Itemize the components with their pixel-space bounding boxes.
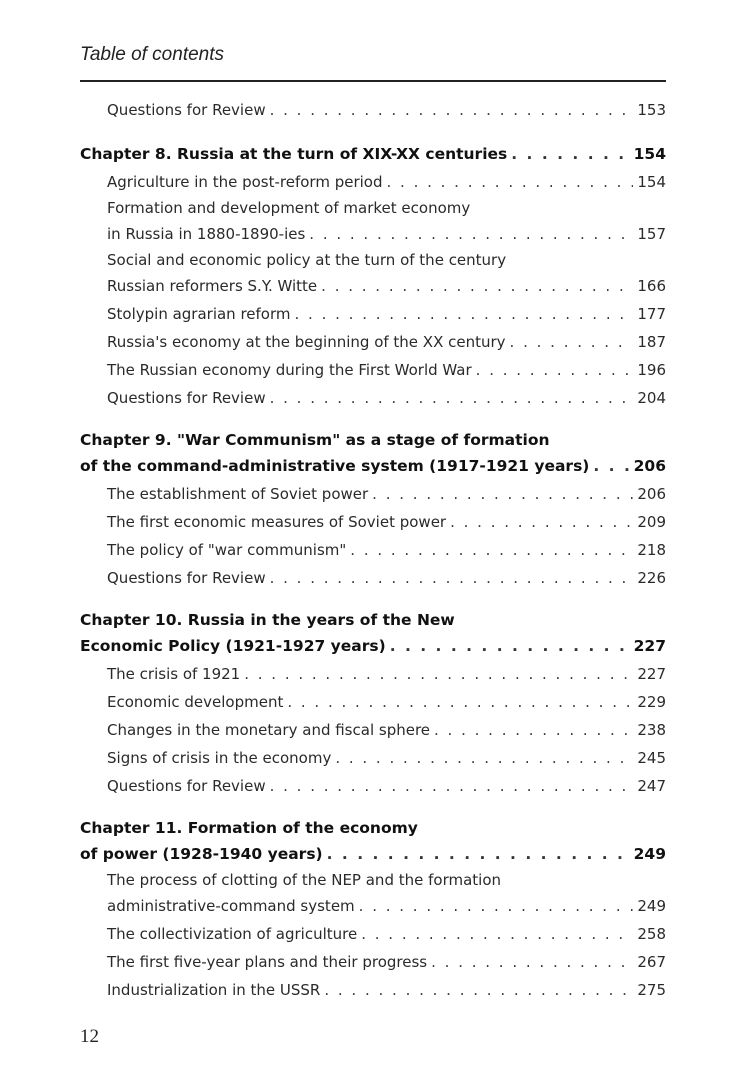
toc-entry-line	[80, 384, 666, 412]
toc-entry-line	[80, 508, 666, 536]
toc-entry-title: The Russian economy during the First World War	[107, 361, 472, 379]
toc-entry[interactable]	[80, 384, 666, 412]
toc-entry-page: 275	[637, 981, 666, 999]
toc-entry-page: 245	[637, 749, 666, 767]
page-number: 12	[80, 1026, 99, 1047]
toc-entry-line	[80, 536, 666, 564]
chapter-heading-page: 206	[633, 457, 666, 475]
toc-entry-line: The process of clotting of the NEP and the formation	[107, 871, 502, 889]
toc-entry-title: in Russia in 1880-1890-ies	[107, 225, 306, 243]
chapter-heading[interactable]	[80, 816, 666, 868]
toc-entry-page: 258	[637, 925, 666, 943]
chapter-block	[80, 140, 666, 412]
toc-entry[interactable]	[80, 168, 666, 196]
toc-entry-page: 226	[637, 569, 666, 587]
toc-entry-page: 187	[637, 333, 666, 351]
table-of-contents	[80, 96, 666, 1004]
chapter-heading[interactable]	[80, 608, 666, 660]
toc-entry[interactable]	[80, 948, 666, 976]
toc-entry-page: 177	[637, 305, 666, 323]
toc-entry[interactable]	[80, 688, 666, 716]
toc-entry-title: Questions for Review	[107, 569, 266, 587]
toc-entry-title: Industrialization in the USSR	[107, 981, 321, 999]
toc-entry[interactable]	[80, 920, 666, 948]
toc-entry-page: 267	[637, 953, 666, 971]
chapter-heading-title: of the command-administrative system (1917-1921 years)	[80, 457, 590, 475]
chapter-heading-title: Economic Policy (1921-1927 years)	[80, 637, 386, 655]
toc-entry-title: Questions for Review	[107, 777, 266, 795]
toc-entry-title: Questions for Review	[107, 101, 266, 119]
toc-entry-line	[80, 328, 666, 356]
chapter-heading-title: of power (1928-1940 years)	[80, 845, 323, 863]
toc-entry[interactable]	[80, 356, 666, 384]
chapter-heading-line: Chapter 9. "War Communism" as a stage of formation	[80, 431, 550, 449]
chapter-heading[interactable]	[80, 140, 666, 168]
toc-entry-line	[80, 772, 666, 800]
chapter-heading-page: 154	[633, 145, 666, 163]
dot-leader	[359, 892, 634, 920]
toc-entry-line	[80, 744, 666, 772]
toc-entry-line	[80, 356, 666, 384]
page-header-title: Table of contents	[80, 44, 225, 65]
toc-entry-line	[80, 948, 666, 976]
toc-entry[interactable]	[80, 660, 666, 688]
toc-entry[interactable]	[80, 716, 666, 744]
chapter-block	[80, 428, 666, 592]
chapter-heading-line: Chapter 11. Formation of the economy	[80, 819, 418, 837]
toc-entry-line	[80, 272, 666, 300]
dot-leader	[434, 716, 633, 744]
dot-leader	[270, 384, 634, 412]
toc-entry-line	[80, 716, 666, 744]
toc-entry-title: Economic development	[107, 693, 284, 711]
toc-entry-page: 154	[637, 173, 666, 191]
toc-entry-line	[80, 480, 666, 508]
toc-entry[interactable]	[80, 772, 666, 800]
toc-entry-title: The first five-year plans and their progress	[107, 953, 428, 971]
toc-entry-page: 153	[637, 101, 666, 119]
toc-entry-line	[80, 220, 666, 248]
toc-entry-title: The establishment of Soviet power	[107, 485, 369, 503]
toc-entry-line	[80, 168, 666, 196]
toc-entry[interactable]	[80, 96, 666, 124]
toc-entry-line	[80, 688, 666, 716]
toc-entry[interactable]	[80, 744, 666, 772]
chapter-heading-line	[80, 140, 666, 168]
toc-entry-page: 196	[637, 361, 666, 379]
chapter-heading-line	[80, 840, 666, 868]
dot-leader	[450, 508, 633, 536]
dot-leader	[390, 632, 630, 660]
toc-entry-title: Changes in the monetary and fiscal sphere	[107, 721, 431, 739]
toc-entry-line: Social and economic policy at the turn of the century	[107, 251, 507, 269]
toc-entry-title: administrative-command system	[107, 897, 355, 915]
toc-entry[interactable]	[80, 868, 666, 920]
toc-entry-title: Stolypin agrarian reform	[107, 305, 291, 323]
dot-leader	[476, 356, 634, 384]
dot-leader	[372, 480, 633, 508]
toc-entry-line	[80, 976, 666, 1004]
toc-entry-page: 229	[637, 693, 666, 711]
toc-entry-page: 166	[637, 277, 666, 295]
chapter-block	[80, 816, 666, 1004]
toc-entry-page: 157	[637, 225, 666, 243]
dot-leader	[309, 220, 633, 248]
dot-leader	[327, 840, 630, 868]
dot-leader	[431, 948, 633, 976]
dot-leader	[321, 272, 633, 300]
toc-entry-line	[80, 892, 666, 920]
dot-leader	[593, 452, 629, 480]
toc-entry-line	[80, 920, 666, 948]
toc-entry[interactable]	[80, 508, 666, 536]
dot-leader	[295, 300, 634, 328]
toc-entry-page: 218	[637, 541, 666, 559]
toc-entry-page: 247	[637, 777, 666, 795]
dot-leader	[270, 772, 634, 800]
toc-entry-title: Russia's economy at the beginning of the XX century	[107, 333, 506, 351]
toc-entry-page: 238	[637, 721, 666, 739]
header-divider	[80, 80, 666, 82]
chapter-heading-line	[80, 452, 666, 480]
toc-entry[interactable]	[80, 328, 666, 356]
toc-entry[interactable]	[80, 300, 666, 328]
chapter-heading-page: 249	[633, 845, 666, 863]
toc-entry[interactable]	[80, 536, 666, 564]
toc-entry[interactable]	[80, 480, 666, 508]
chapter-heading-title: Chapter 8. Russia at the turn of XIX-XX centuries	[80, 145, 508, 163]
toc-entry-title: Agriculture in the post-reform period	[107, 173, 383, 191]
dot-leader	[361, 920, 633, 948]
dot-leader	[510, 328, 634, 356]
dot-leader	[350, 536, 633, 564]
dot-leader	[511, 140, 629, 168]
chapter-heading-line: Chapter 10. Russia in the years of the New	[80, 611, 455, 629]
toc-entry-page: 206	[637, 485, 666, 503]
toc-entry-line	[80, 660, 666, 688]
toc-entry-line	[80, 300, 666, 328]
toc-entry[interactable]	[80, 248, 666, 300]
toc-entry-page: 249	[637, 897, 666, 915]
dot-leader	[324, 976, 633, 1004]
dot-leader	[244, 660, 633, 688]
toc-entry-page: 227	[637, 665, 666, 683]
dot-leader	[270, 564, 634, 592]
chapter-block	[80, 608, 666, 800]
dot-leader	[287, 688, 633, 716]
toc-entry-title: The crisis of 1921	[107, 665, 241, 683]
toc-entry-page: 204	[637, 389, 666, 407]
toc-entry-page: 209	[637, 513, 666, 531]
toc-entry[interactable]	[80, 976, 666, 1004]
chapter-heading[interactable]	[80, 428, 666, 480]
dot-leader	[270, 96, 634, 124]
toc-entry-title: Questions for Review	[107, 389, 266, 407]
dot-leader	[387, 168, 634, 196]
toc-entry[interactable]	[80, 196, 666, 248]
toc-entry-title: Russian reformers S.Y. Witte	[107, 277, 318, 295]
chapter-heading-line	[80, 632, 666, 660]
toc-entry[interactable]	[80, 564, 666, 592]
toc-entry-title: The first economic measures of Soviet power	[107, 513, 447, 531]
toc-entry-line: Formation and development of market economy	[107, 199, 471, 217]
toc-entry-title: The collectivization of agriculture	[107, 925, 358, 943]
dot-leader	[335, 744, 633, 772]
chapter-heading-page: 227	[633, 637, 666, 655]
toc-entry-line	[80, 564, 666, 592]
toc-entry-title: The policy of "war communism"	[107, 541, 347, 559]
toc-entry-title: Signs of crisis in the economy	[107, 749, 332, 767]
